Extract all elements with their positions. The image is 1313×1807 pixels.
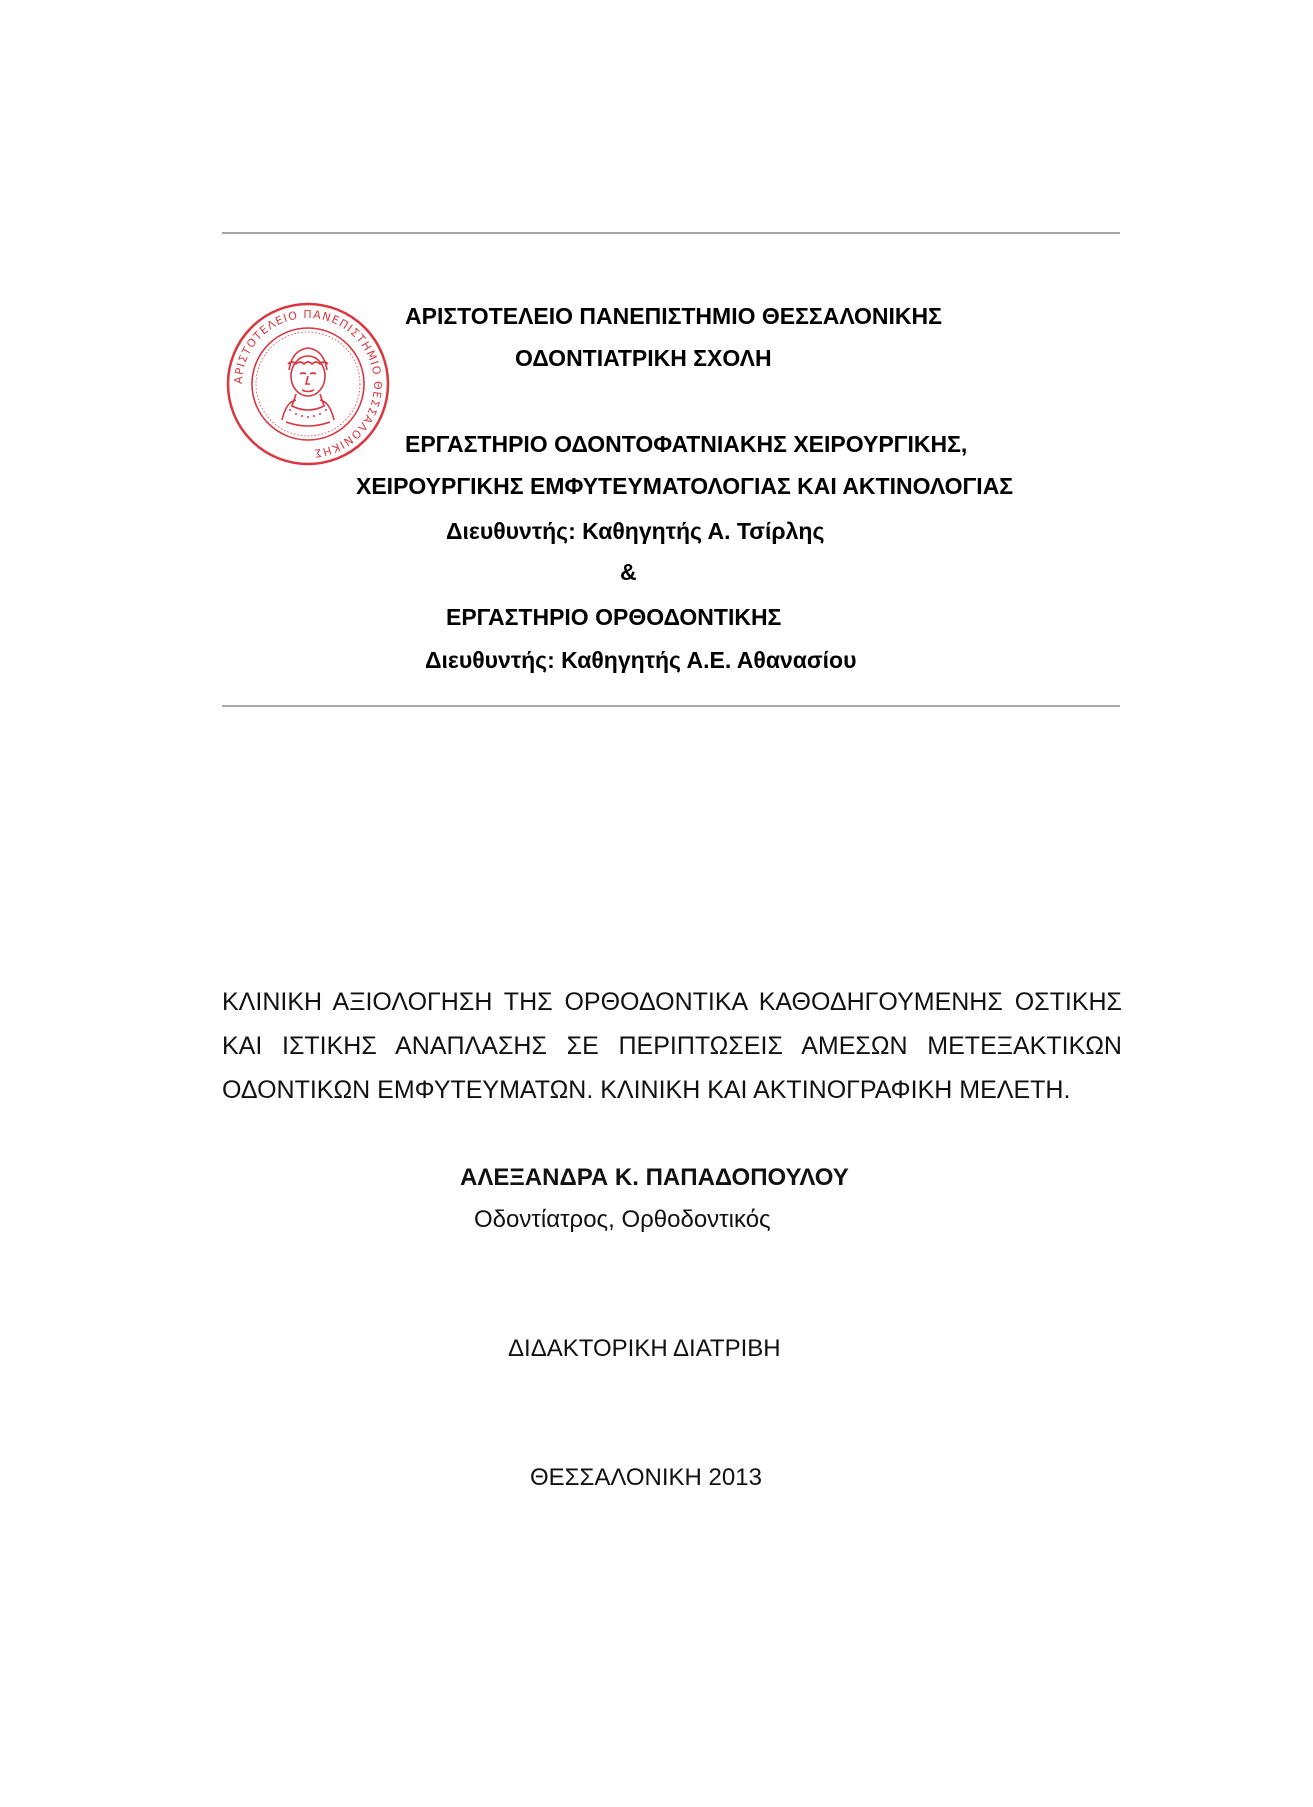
place-year: ΘΕΣΣΑΛΟΝΙΚΗ 2013	[530, 1464, 762, 1491]
lab1-name-line1: ΕΡΓΑΣΤΗΡΙΟ ΟΔΟΝΤΟΦΑΤΝΙΑΚΗΣ ΧΕΙΡΟΥΡΓΙΚΗΣ,	[405, 431, 968, 457]
university-name: ΑΡΙΣΤΟΤΕΛΕΙΟ ΠΑΝΕΠΙΣΤΗΜΙΟ ΘΕΣΣΑΛΟΝΙΚΗΣ	[405, 303, 942, 329]
bottom-divider	[222, 705, 1120, 707]
lab2-name: ΕΡΓΑΣΤΗΡΙΟ ΟΡΘΟΔΟΝΤΙΚΗΣ	[446, 604, 782, 630]
thesis-title-line: ΚΛΙΝΙΚΗ ΑΞΙΟΛΟΓΗΣΗ ΤΗΣ ΟΡΘΟΔΟΝΤΙΚΑ ΚΑΘΟΔΗΓΟΥΜΕΝΗΣ ΟΣΤΙΚΗΣ	[222, 988, 1122, 1016]
thesis-title-line: ΚΑΙ ΙΣΤΙΚΗΣ ΑΝΑΠΛΑΣΗΣ ΣΕ ΠΕΡΙΠΤΩΣΕΙΣ ΑΜΕΣΩΝ ΜΕΤΕΞΑΚΤΙΚΩΝ	[222, 1032, 1122, 1060]
top-divider	[222, 232, 1120, 234]
lab2-director: Διευθυντής: Καθηγητής Α.Ε. Αθανασίου	[425, 647, 857, 673]
lab1-director: Διευθυντής: Καθηγητής Α. Τσίρλης	[446, 518, 825, 544]
document-type: ΔΙΔΑΚΤΟΡΙΚΗ ΔΙΑΤΡΙΒΗ	[508, 1335, 781, 1362]
lab1-name-line2: ΧΕΙΡΟΥΡΓΙΚΗΣ ΕΜΦΥΤΕΥΜΑΤΟΛΟΓΙΑΣ ΚΑΙ ΑΚΤΙΝΟΛΟΓΙΑΣ	[356, 473, 1014, 499]
school-name: ΟΔΟΝΤΙΑΤΡΙΚΗ ΣΧΟΛΗ	[515, 345, 772, 371]
author-role: Οδοντίατρος, Ορθοδοντικός	[474, 1206, 771, 1233]
thesis-title	[222, 980, 1122, 1112]
thesis-title-line: ΟΔΟΝΤΙΚΩΝ ΕΜΦΥΤΕΥΜΑΤΩΝ. ΚΛΙΝΙΚΗ ΚΑΙ ΑΚΤΙΝΟΓΡΑΦΙΚΗ ΜΕΛΕΤΗ.	[222, 1076, 1071, 1104]
seal-ring-text: ΑΡΙΣΤΟΤΕΛΕΙΟ ΠΑΝΕΠΙΣΤΗΜΙΟ ΘΕΣΣΑΛΟΝΙΚΗΣ	[231, 307, 385, 460]
ampersand: &	[620, 559, 637, 585]
author-name: ΑΛΕΞΑΝΔΡΑ Κ. ΠΑΠΑΔΟΠΟΥΛΟΥ	[460, 1164, 849, 1191]
university-seal-icon	[226, 302, 390, 466]
